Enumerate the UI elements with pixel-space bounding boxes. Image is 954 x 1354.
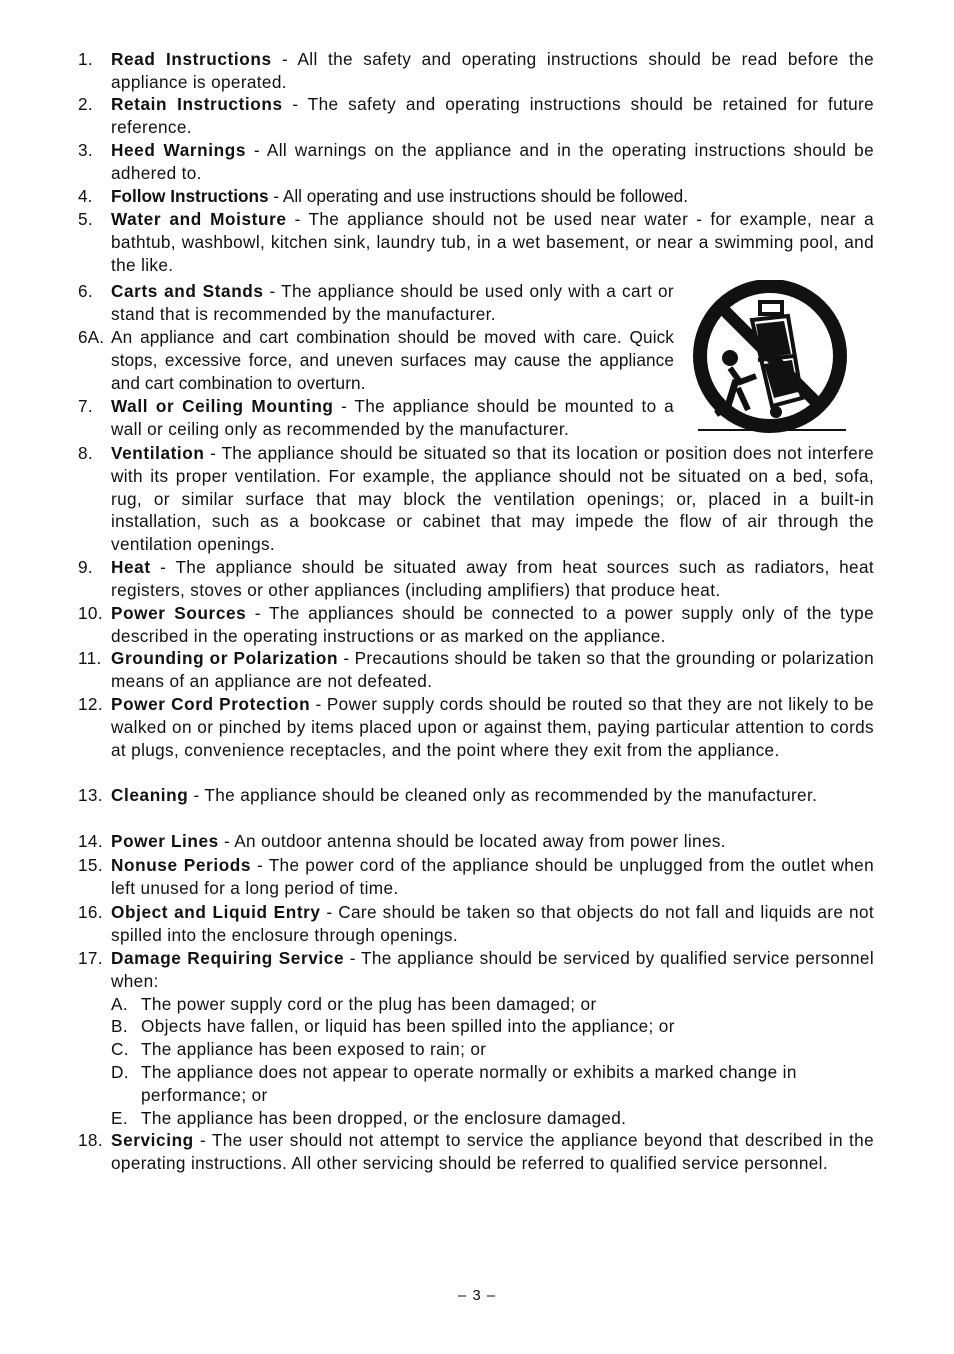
item-body: - The appliance should be used only with a cart or stand that is recommended by the manufacturer. [111,281,674,324]
sub-text: The appliance has been exposed to rain; or [141,1039,487,1060]
item-title: Ventilation [111,443,205,463]
item-body: - The appliance should be serviced by qualified service personnel when: [111,948,874,991]
item-title: Carts and Stands [111,281,264,301]
sub-letter: C. [111,1039,129,1060]
instruction-item-6a [78,326,674,394]
sub-letter: B. [111,1016,128,1037]
item-title: Water and Moisture [111,209,287,229]
instruction-item-6 [78,280,674,326]
sub-text: The appliance does not appear to operate normally or exhibits a marked change in performance; or [141,1061,797,1105]
item-title: Heed Warnings [111,140,247,160]
instruction-item-9 [78,556,874,602]
instruction-item-4 [78,185,874,208]
instruction-item-15 [78,854,874,900]
item-title: Cleaning [111,785,189,805]
sub-text: The power supply cord or the plug has been damaged; or [141,993,597,1014]
item-title: Power Sources [111,603,247,623]
item-number: 4. [78,186,93,206]
sub-letter: A. [111,993,128,1014]
item-body: - All warnings on the appliance and in the operating instructions should be adhered to. [111,140,874,183]
instruction-item-1 [78,48,874,94]
item-body: - An outdoor antenna should be located away from power lines. [218,831,726,851]
item-body: - The power cord of the appliance should be unplugged from the outlet when left unused for a long period of time. [111,855,874,898]
item-number: 14. [78,831,103,851]
item-number: 13. [78,785,103,805]
item-title: Read Instructions [111,49,272,69]
item-body: - Care should be taken so that objects do not fall and liquids are not spilled into the enclosure through openings. [111,902,874,945]
damage-sub-item-d [111,1061,874,1107]
instruction-item-3 [78,139,874,185]
item-title: Grounding or Polarization [111,648,339,668]
item-number: 7. [78,396,94,416]
instruction-item-18 [78,1129,874,1175]
item-number: 11. [78,648,102,668]
item-number: 15. [78,855,103,875]
item-title: Wall or Ceiling Mounting [111,396,334,416]
instruction-item-16 [78,901,874,947]
item-body: - All the safety and operating instructions should be read before the appliance is operated. [111,49,874,92]
damage-sub-list [111,993,874,1130]
page-number: – 3 – [457,1287,497,1304]
item-body: - Precautions should be taken so that the grounding or polarization means of an appliance are not defeated. [111,648,874,691]
item-title: Retain Instructions [111,94,283,114]
item-body: - The appliance should not be used near water - for example, near a bathtub, washbowl, kitchen sink, laundry tub, in a wet basement, or near a swimming pool, and the like. [111,209,874,275]
instruction-item-8 [78,442,874,556]
item-number: 6A. [78,327,105,347]
item-body: - The appliance should be situated away from heat sources such as radiators, heat registers, stoves or other appliances (including amplifiers) that produce heat. [111,557,874,600]
cart-tip-over-warning-icon [690,280,854,438]
instruction-item-14 [78,830,874,853]
damage-sub-item-e [111,1107,874,1130]
item-title: Nonuse Periods [111,855,252,875]
sub-letter: E. [111,1107,128,1128]
item-title: Damage Requiring Service [111,948,345,968]
item-number: 5. [78,209,94,229]
item-title: Follow Instructions [111,186,269,206]
item-number: 18. [78,1130,103,1150]
item-body: - The appliance should be mounted to a wall or ceiling only as recommended by the manufacturer. [111,396,674,439]
item-body: - The appliance should be cleaned only as recommended by the manufacturer. [188,785,818,805]
damage-sub-item-a [111,993,874,1016]
item-number: 6. [78,281,94,301]
item-title: Object and Liquid Entry [111,902,321,922]
item-number: 12. [78,694,103,714]
instruction-item-13 [78,784,874,807]
instruction-item-11 [78,647,874,693]
item-number: 1. [78,49,94,69]
item-body: - The user should not attempt to service the appliance beyond that described in the operating instructions. All other servicing should be referred to qualified service personnel. [111,1130,874,1173]
item-body: - The appliance should be situated so that its location or position does not interfere with its proper ventilation. For example, the appliance should not be situated on a bed, sofa, rug, or similar surface that may block the ventilation openings; or, placed in a built-in installation, such as a bookcase or cabinet that may impede the flow of air through the ventilation openings. [111,443,874,555]
sub-letter: D. [111,1061,129,1082]
item-number: 3. [78,140,94,160]
item-title: Power Lines [111,831,219,851]
item-title: Power Cord Protection [111,694,311,714]
item-number: 10. [78,603,103,623]
item-number: 17. [78,948,103,968]
item-body: - The appliances should be connected to a power supply only of the type described in the operating instructions or as marked on the appliance. [111,603,874,646]
item-number: 16. [78,902,103,922]
sub-text: The appliance has been dropped, or the enclosure damaged. [141,1107,627,1128]
item-number: 2. [78,94,94,114]
instruction-item-17 [78,947,874,1129]
instruction-item-2 [78,93,874,139]
damage-sub-item-b [111,1015,874,1038]
damage-sub-item-c [111,1038,874,1061]
sub-text: Objects have fallen, or liquid has been spilled into the appliance; or [141,1016,675,1037]
instruction-item-12 [78,693,874,761]
item-number: 9. [78,557,94,577]
instruction-item-10 [78,602,874,648]
item-body: - Power supply cords should be routed so that they are not likely to be walked on or pinched by items placed upon or against them, paying particular attention to cords at plugs, convenience receptacles, and the point where they exit from the appliance. [111,694,874,760]
item-number: 8. [78,443,94,463]
item-title: Servicing [111,1130,194,1150]
instruction-item-5 [78,208,874,276]
instruction-item-7 [78,395,674,441]
item-body: - The safety and operating instructions should be retained for future reference. [111,94,875,137]
item-body: - All operating and use instructions should be followed. [268,186,689,206]
item-title: Heat [111,557,151,577]
item-body: An appliance and cart combination should be moved with care. Quick stops, excessive force, and uneven surfaces may cause the appliance and cart combination to overturn. [111,327,674,393]
